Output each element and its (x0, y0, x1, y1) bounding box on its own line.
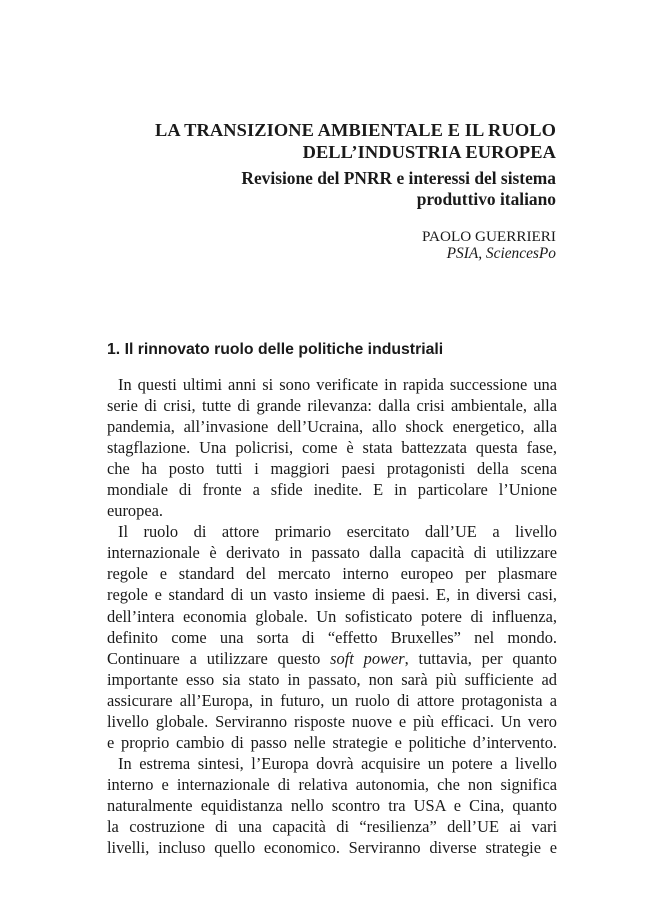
body-line: la costruzione di una capacità di “resilienza” dell’UE ai vari (107, 816, 557, 836)
body-line: assicurare all’Europa, in futuro, un ruolo di attore protagonista a (107, 690, 557, 710)
body-line: regole e standard del mercato interno europeo per plasmare (107, 564, 557, 584)
author-name: PAOLO GUERRIERI (421, 228, 556, 245)
body-line: e proprio cambio di passo nelle strategie e politiche d’intervento. (107, 732, 557, 752)
subtitle-line: produttivo italiano (416, 189, 556, 209)
article-subtitle (220, 168, 556, 210)
body-line: che ha posto tutti i maggiori paesi protagonisti della scena (107, 459, 557, 479)
title-line: LA TRANSIZIONE AMBIENTALE E IL RUOLO (155, 120, 556, 140)
article-title (150, 119, 556, 163)
body-line: importante esso sia stato in passato, non sarà più sufficiente ad (107, 669, 557, 689)
body-line: serie di crisi, tutte di grande rilevanza: dalla crisi ambientale, alla (107, 396, 557, 416)
body-line: mondiale di fronte a sfide inedite. E in particolare l’Unione (107, 480, 557, 500)
body-line: livelli, incluso quello economico. Serviranno diverse strategie e (107, 838, 557, 858)
author-affiliation: PSIA, SciencesPo (446, 245, 556, 262)
title-line: DELL’INDUSTRIA EUROPEA (302, 142, 556, 162)
body-line: livello globale. Serviranno risposte nuove e più efficaci. Un vero (107, 711, 557, 731)
body-line-segment: Continuare a utilizzare questo (107, 648, 331, 668)
body-line: In estrema sintesi, l’Europa dovrà acquisire un potere a livello (118, 753, 557, 773)
body-line: europea. (107, 501, 163, 521)
body-line: naturalmente equidistanza nello scontro tra USA e Cina, quanto (107, 795, 557, 815)
body-line: Il ruolo di attore primario esercitato dall’UE a livello (118, 522, 557, 542)
body-line (107, 648, 557, 669)
body-line: dell’intera economia globale. Un sofisticato potere di influenza, (107, 606, 557, 626)
body-line: internazionale è derivato in passato dalla capacità di utilizzare (107, 543, 557, 563)
subtitle-line: Revisione del PNRR e interessi del sistema (241, 168, 556, 188)
body-text (107, 374, 557, 858)
body-line-segment: , tuttavia, per quanto (404, 648, 557, 668)
italic-term: soft power (330, 648, 405, 668)
body-line: In questi ultimi anni si sono verificate in rapida successione una (118, 375, 557, 394)
body-line: stagflazione. Una policrisi, come è stata battezzata questa fase, (107, 438, 557, 458)
body-line: regole e standard di un vasto insieme di paesi. E, in diversi casi, (107, 585, 557, 605)
body-line: interno e internazionale di relativa autonomia, che non significa (107, 774, 557, 794)
body-line: pandemia, all’invasione dell’Ucraina, allo shock energetico, alla (107, 417, 557, 437)
body-line: definito come una sorta di “effetto Bruxelles” nel mondo. (107, 627, 557, 647)
section-heading: 1. Il rinnovato ruolo delle politiche industriali (107, 341, 444, 358)
